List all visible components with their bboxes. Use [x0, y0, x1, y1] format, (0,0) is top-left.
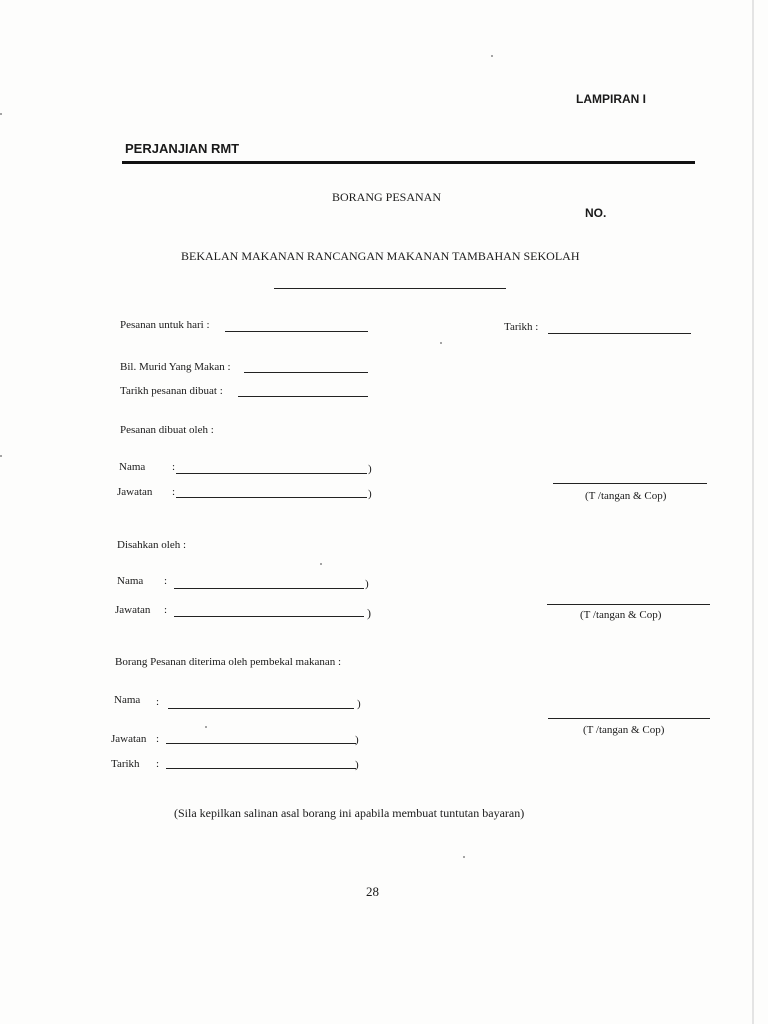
- approved-by-name-paren: ): [365, 578, 369, 590]
- made-by-position-colon: :: [172, 486, 176, 498]
- made-by-name-paren: ): [368, 463, 372, 475]
- made-by-position-label: Jawatan: [117, 486, 153, 498]
- received-by-date-colon: :: [156, 758, 160, 770]
- order-day-label: Pesanan untuk hari :: [120, 319, 210, 331]
- approved-by-position-paren: ): [367, 606, 371, 620]
- received-by-name-paren: ): [357, 698, 361, 710]
- section-made-by: Pesanan dibuat oleh :: [120, 424, 214, 436]
- received-by-position-label: Jawatan: [111, 733, 147, 745]
- order-date-label: Tarikh pesanan dibuat :: [120, 385, 223, 397]
- made-by-signature-line[interactable]: [553, 483, 707, 484]
- approved-by-name-field[interactable]: [174, 588, 364, 589]
- made-by-name-colon: :: [172, 461, 176, 473]
- title-rule: [122, 161, 695, 164]
- scan-speck: [0, 113, 2, 115]
- made-by-signature-label: (T /tangan & Cop): [585, 490, 667, 502]
- scan-speck: [205, 726, 207, 728]
- approved-by-position-label: Jawatan: [115, 604, 151, 616]
- scan-speck: [463, 856, 465, 858]
- approved-by-position-field[interactable]: [174, 616, 364, 617]
- received-by-position-field[interactable]: [166, 743, 356, 744]
- received-by-signature-label: (T /tangan & Cop): [583, 724, 665, 736]
- subtitle-rule: [274, 288, 506, 289]
- section-received-by: Borang Pesanan diterima oleh pembekal makanan :: [115, 656, 342, 668]
- received-by-position-colon: :: [156, 733, 160, 745]
- scan-speck: [440, 342, 442, 344]
- form-number-label: NO.: [585, 206, 607, 220]
- form-title: BORANG PESANAN: [332, 190, 442, 204]
- approved-by-position-colon: :: [164, 604, 168, 616]
- received-by-date-field[interactable]: [166, 768, 356, 769]
- page-edge: [752, 0, 754, 1024]
- made-by-position-field[interactable]: [176, 497, 367, 498]
- date-field[interactable]: [548, 333, 691, 334]
- order-date-field[interactable]: [238, 396, 368, 397]
- approved-by-name-label: Nama: [117, 575, 144, 587]
- students-count-field[interactable]: [244, 372, 368, 373]
- scan-speck: [491, 55, 493, 57]
- received-by-position-paren: ): [355, 734, 359, 746]
- students-count-label: Bil. Murid Yang Makan :: [120, 361, 231, 373]
- received-by-name-label: Nama: [114, 694, 141, 706]
- made-by-name-label: Nama: [119, 461, 146, 473]
- made-by-position-paren: ): [368, 488, 372, 500]
- order-day-field[interactable]: [225, 331, 368, 332]
- received-by-signature-line[interactable]: [548, 718, 710, 719]
- received-by-name-colon: :: [156, 696, 160, 708]
- form-subtitle: BEKALAN MAKANAN RANCANGAN MAKANAN TAMBAHAN SEKOLAH: [181, 249, 580, 263]
- received-by-date-paren: ): [355, 759, 359, 771]
- approved-by-signature-line[interactable]: [547, 604, 710, 605]
- appendix-label: LAMPIRAN I: [576, 92, 646, 106]
- scan-speck: [0, 455, 2, 457]
- document-title: PERJANJIAN RMT: [125, 141, 240, 156]
- date-label: Tarikh :: [504, 321, 539, 333]
- section-approved-by: Disahkan oleh :: [117, 539, 187, 551]
- approved-by-signature-label: (T /tangan & Cop): [580, 609, 662, 621]
- footer-note: (Sila kepilkan salinan asal borang ini apabila membuat tuntutan bayaran): [174, 806, 525, 820]
- made-by-name-field[interactable]: [176, 473, 367, 474]
- scan-speck: [320, 563, 322, 565]
- received-by-name-field[interactable]: [168, 708, 354, 709]
- page-number: 28: [366, 884, 379, 899]
- received-by-date-label: Tarikh: [111, 758, 140, 770]
- approved-by-name-colon: :: [164, 575, 168, 587]
